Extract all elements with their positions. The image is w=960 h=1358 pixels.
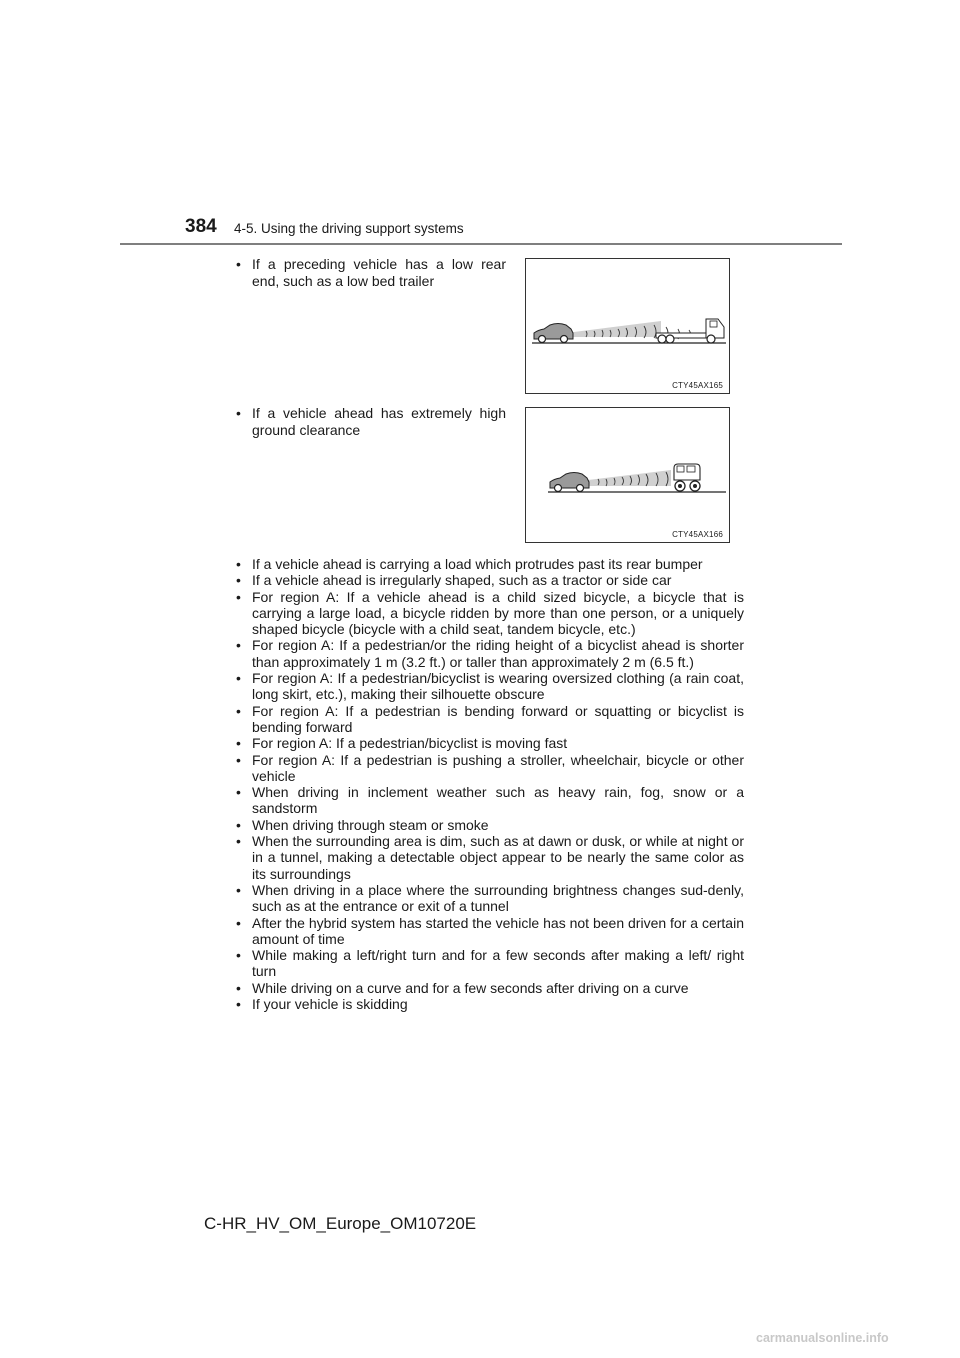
watermark: carmanualsonline.info <box>756 1331 889 1345</box>
list-item: • For region A: If a vehicle ahead is a child sized bicycle, a bicycle that is carrying a large load, a bicycle ridden by more than one person, or a uniquely shaped bicycle (bicycle with a child seat, tandem bicycle, etc.) <box>232 589 744 638</box>
page-number: 384 <box>185 216 217 237</box>
list-item: • While making a left/right turn and for a few seconds after making a left/ right turn <box>232 947 744 980</box>
list-item: • For region A: If a pedestrian/or the riding height of a bicyclist ahead is shorter than approximately 1 m (3.2 ft.) or taller than approximately 2 m (6.5 ft.) <box>232 637 744 670</box>
list-item: • When the surrounding area is dim, such as at dawn or dusk, or while at night or in a tunnel, making a detectable object appear to be nearly the same color as its surroundings <box>232 833 744 882</box>
list-item: • For region A: If a pedestrian is pushing a stroller, wheelchair, bicycle or other vehicle <box>232 752 744 785</box>
list-item: • While driving on a curve and for a few seconds after driving on a curve <box>232 980 744 996</box>
list-item: • If a vehicle ahead is carrying a load which protrudes past its rear bumper <box>232 556 744 572</box>
own-car-icon <box>534 324 573 343</box>
list-item: • If a vehicle ahead is irregularly shaped, such as a tractor or side car <box>232 572 744 588</box>
suv-icon <box>674 464 700 491</box>
list-item: • If a vehicle ahead has extremely high ground clearance <box>232 405 506 438</box>
list-item: • For region A: If a pedestrian/bicyclist is wearing oversized clothing (a rain coat, long skirt, etc.), making their silhouette obscure <box>232 670 744 703</box>
list-item: • When driving through steam or smoke <box>232 817 744 833</box>
header-rule <box>120 243 842 245</box>
radar-diagram-1 <box>526 259 731 395</box>
list-item: • For region A: If a pedestrian/bicyclist is moving fast <box>232 735 744 751</box>
illustration-low-bed-trailer <box>525 258 730 394</box>
own-car-icon <box>550 473 589 492</box>
list-item: • If your vehicle is skidding <box>232 996 744 1012</box>
radar-diagram-2 <box>526 408 731 544</box>
figure-code: CTY45AX165 <box>672 381 723 390</box>
list-item: • For region A: If a pedestrian is bending forward or squatting or bicyclist is bending forward <box>232 703 744 736</box>
figure-caption-1 <box>232 256 506 289</box>
conditions-list <box>232 556 744 1012</box>
document-code-footer: C-HR_HV_OM_Europe_OM10720E <box>204 1214 477 1233</box>
list-item: • If a preceding vehicle has a low rear end, such as a low bed trailer <box>232 256 506 289</box>
section-title: 4-5. Using the driving support systems <box>234 221 464 236</box>
illustration-high-clearance <box>525 407 730 543</box>
figure-caption-2 <box>232 405 506 438</box>
list-item: • When driving in inclement weather such as heavy rain, fog, snow or a sandstorm <box>232 784 744 817</box>
list-item: • After the hybrid system has started the vehicle has not been driven for a certain amount of time <box>232 915 744 948</box>
figure-code: CTY45AX166 <box>672 530 723 539</box>
list-item: • When driving in a place where the surrounding brightness changes sud-denly, such as at the entrance or exit of a tunnel <box>232 882 744 915</box>
page-header <box>0 0 960 250</box>
